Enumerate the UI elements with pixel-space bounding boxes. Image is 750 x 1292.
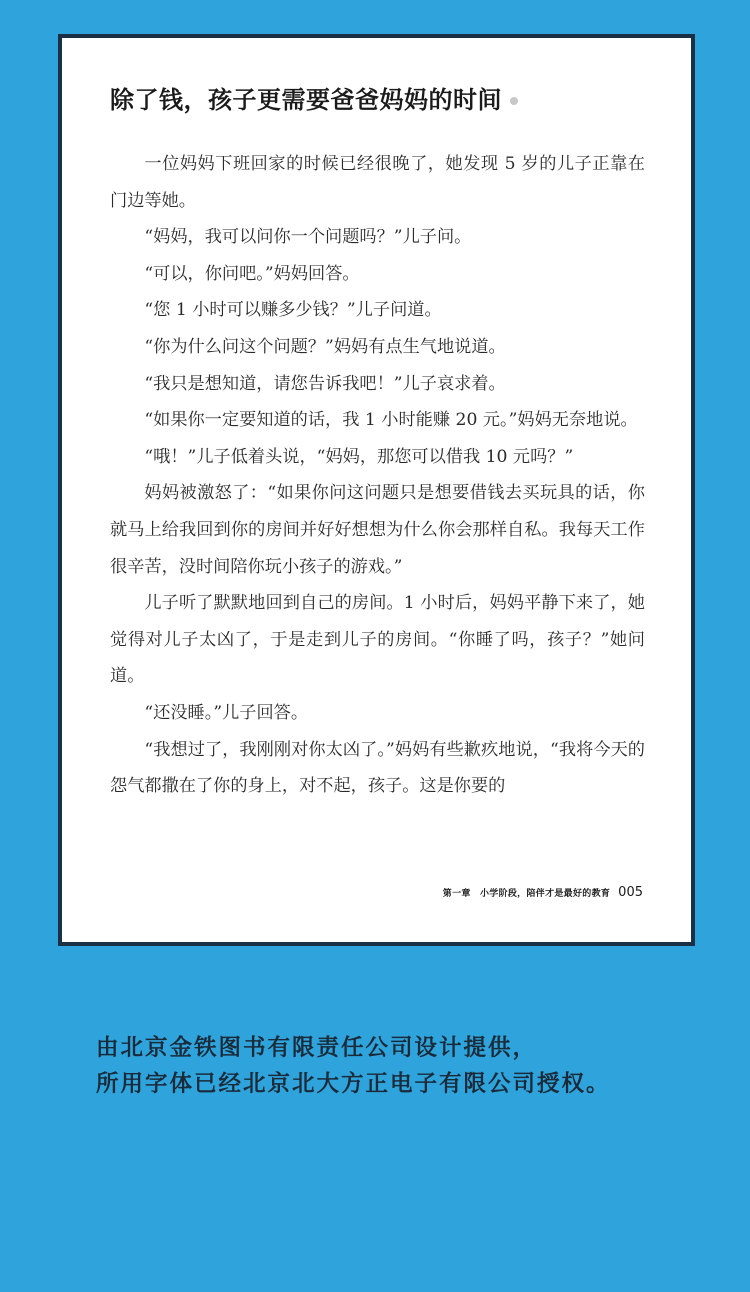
credit-line-2: 所用字体已经北京北大方正电子有限公司授权。 bbox=[96, 1071, 611, 1097]
paragraph: 一位妈妈下班回家的时候已经很晚了，她发现 5 岁的儿子正靠在门边等她。 bbox=[110, 154, 645, 211]
book-page bbox=[58, 34, 695, 946]
paragraph: “哦！”儿子低着头说，“妈妈，那您可以借我 10 元吗？” bbox=[144, 446, 574, 467]
paragraph: “我只是想知道，请您告诉我吧！”儿子哀求着。 bbox=[144, 373, 506, 394]
paragraph: “你为什么问这个问题？”妈妈有点生气地说道。 bbox=[144, 336, 506, 357]
paragraph: “我想过了，我刚刚对你太凶了。”妈妈有些歉疚地说，“我将今天的怨气都撒在了你的身上，对不起，孩子。这是你要的 bbox=[110, 739, 645, 797]
paragraph: “您 1 小时可以赚多少钱？”儿子问道。 bbox=[144, 300, 442, 321]
credits bbox=[96, 1030, 611, 1102]
page-body bbox=[110, 146, 645, 805]
chapter-title: 第一章 小学阶段，陪伴才是最好的教育 bbox=[442, 889, 611, 899]
paragraph: “妈妈，我可以问你一个问题吗？”儿子问。 bbox=[144, 227, 472, 248]
paragraph: 妈妈被激怒了：“如果你问这问题只是想要借钱去买玩具的话，你就马上给我回到你的房间并好好想想为什么你会那样自私。我每天工作很辛苦，没时间陪你玩小孩子的游戏。” bbox=[110, 483, 645, 577]
title-dot-icon bbox=[510, 97, 518, 105]
credit-line-1: 由北京金铁图书有限责任公司设计提供， bbox=[96, 1035, 538, 1061]
page-number: 005 bbox=[618, 885, 643, 900]
paragraph: “还没睡。”儿子回答。 bbox=[144, 702, 309, 723]
paragraph: 儿子听了默默地回到自己的房间。1 小时后，妈妈平静下来了，她觉得对儿子太凶了，于是走到儿子的房间。“你睡了吗，孩子？”她问道。 bbox=[110, 593, 645, 687]
page-footer bbox=[443, 881, 643, 900]
page-title bbox=[110, 80, 518, 115]
paragraph: “如果你一定要知道的话，我 1 小时能赚 20 元。”妈妈无奈地说。 bbox=[144, 410, 638, 431]
page-title-text: 除了钱，孩子更需要爸爸妈妈的时间 bbox=[110, 86, 502, 114]
paragraph: “可以，你问吧。”妈妈回答。 bbox=[144, 263, 360, 284]
